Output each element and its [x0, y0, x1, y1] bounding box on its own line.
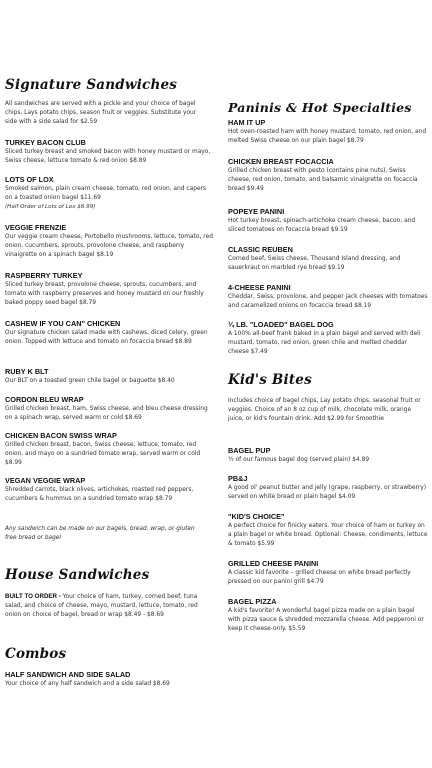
menu-item-description: Smoked salmon, plain cream cheese, tomato, red onion, and capers on a toasted onion bagel $11.69: [5, 186, 207, 201]
menu-item-name: BAGEL PUP: [228, 446, 271, 455]
menu-item-description: Your choice of any half sandwich and a side salad $8.69: [5, 681, 170, 687]
menu-item-name: BAGEL PIZZA: [228, 597, 277, 606]
menu-item-description: Our veggie cream cheese, Portobello mushrooms, lettuce, tomato, red onion, cucumbers, sprouts, provolone cheese, and raspberry vinaigrette on a spinach bagel $8.19: [5, 234, 213, 258]
menu-item-description: A kid's favorite! A wonderful bagel pizza made on a plain bagel with pizza sauce & shredded mozzarella cheese. Add pepperoni or keep it cheese-only. $5.59: [228, 608, 424, 632]
menu-item-name: POPEYE PANINI: [228, 207, 285, 216]
menu-item-description: Grilled chicken breast with pesto (contains pine nuts), Swiss cheese, red onion, tomato, and balsamic vinaigrette on focaccia bread $9.49: [228, 168, 418, 192]
menu-item-description: Shredded carrots, black olives, artichokes, roasted red peppers, cucumbers & hummus on a sundried tomato wrap $8.79: [5, 487, 194, 502]
menu-item-name: RASPBERRY TURKEY: [5, 271, 83, 280]
menu-item-name: CHICKEN BREAST FOCACCIA: [228, 157, 334, 166]
menu-item-description: Our BLT on a toasted green chile bagel or baguette $8.40: [5, 378, 175, 384]
menu-item-description: Sliced turkey breast, provolone cheese, sprouts, cucumbers, and tomato with raspberry preserves and honey mustard on our freshly baked poppy seed bagel $8.79: [5, 282, 204, 306]
menu-item-name: BUILT TO ORDER -: [5, 593, 61, 600]
menu-item: [5, 138, 215, 166]
menu-item: [5, 175, 215, 212]
menu-item: [228, 118, 428, 146]
menu-item-name: VEGGIE FRENZIE: [5, 223, 67, 232]
menu-item-description: Hot turkey breast, spinach-artichoke cream cheese, bacon, and sliced tomatoes on focaccia bread $9.19: [228, 218, 416, 233]
signature-sandwiches-title: Signature Sandwiches: [5, 77, 178, 93]
menu-item-name: 4-CHEESE PANINI: [228, 283, 291, 292]
menu-item: [228, 512, 428, 549]
half-order-note: (Half Order of Lots of Lox $6.99): [5, 204, 96, 210]
house-sandwiches-title: House Sandwiches: [5, 567, 150, 583]
menu-item: [5, 367, 215, 386]
menu-item: [228, 446, 428, 465]
menu-item-description: Grilled chicken breast, ham, Swiss cheese, and bleu cheese dressing on a spinach wrap, served warm or cold $8.69: [5, 406, 208, 421]
menu-item-description: BUILT TO ORDER - Your choice of ham, turkey, corned beef, tuna salad, and choice of cheese, mayo, mustard, lettuce, tomato, red onion on choice of bagel, bread or wrap $8.49 - $8.69: [5, 593, 198, 618]
menu-item-name: VEGAN VEGGIE WRAP: [5, 476, 86, 485]
menu-item: [228, 320, 428, 357]
menu-item-description: A 100% all-beef frank baked in a plain bagel and served with deli mustard, tomato, red onion, green chile and melted cheddar cheese $7.49: [228, 331, 421, 355]
menu-item-description: Our signature chicken salad made with cashews, diced celery, green onion. Topped with lettuce and tomato on focaccia bread $8.89: [5, 330, 208, 345]
menu-item: [228, 283, 428, 311]
menu-item-description: ½ of our famous bagel dog (served plain) $4.89: [228, 457, 370, 463]
menu-item: [228, 207, 428, 235]
menu-item: [228, 559, 428, 587]
menu-item-description: Grilled chicken breast, bacon, Swiss cheese, lettuce, tomato, red onion, and mayo on a sundried tomato wrap, served warm or cold $8.99: [5, 442, 201, 466]
paninis-title: Paninis & Hot Specialties: [228, 100, 412, 115]
menu-item-name: CASHEW IF YOU CAN" CHICKEN: [5, 319, 121, 328]
menu-item: [5, 476, 215, 504]
signature-intro: All sandwiches are served with a pickle and your choice of bagel chips, Lays potato chips, season fruit or veggies. Substitute your side with a side salad for $2.59: [5, 101, 197, 125]
kids-bites-title: Kid's Bites: [228, 372, 312, 388]
combos-title: Combos: [5, 646, 67, 662]
menu-item-name: CHICKEN BACON SWISS WRAP: [5, 431, 117, 440]
menu-item: [5, 271, 215, 308]
menu-item: [228, 157, 428, 194]
menu-item: [5, 431, 215, 468]
menu-item-name: HALF SANDWICH AND SIDE SALAD: [5, 670, 131, 679]
menu-item: [5, 670, 215, 689]
menu-item-name: CORDON BLEU WRAP: [5, 395, 84, 404]
kids-intro: Includes choice of bagel chips, Lay potato chips, seasonal fruit or veggies. Choice of an 8 oz cup of milk, chocolate milk, orange juice, or kid's fountain drink. Add $2.99 for Smoothie: [228, 398, 421, 422]
menu-item: [5, 592, 210, 620]
menu-item: [5, 319, 215, 347]
menu-item: [5, 395, 215, 423]
substitution-footnote: Any sandwich can be made on our bagels, bread, wrap, or gluten free bread or bagel: [5, 526, 195, 541]
menu-item-name: RUBY K BLT: [5, 367, 49, 376]
menu-item-description: Cheddar, Swiss, provolone, and pepper jack cheeses with tomatoes and caramelized onions on focaccia bread $8.19: [228, 294, 428, 309]
menu-item-description: A good ol' peanut butter and jelly (grape, raspberry, or strawberry) served on white bread or plain bagel $4.09: [228, 485, 427, 500]
menu-item-name: HAM IT UP: [228, 118, 266, 127]
menu-item-description: Hot oven-roasted ham with honey mustard, tomato, red onion, and melted Swiss cheese on our plain bagel $8.79: [228, 129, 427, 144]
menu-item: [228, 474, 428, 502]
menu-item: [228, 245, 428, 273]
menu-item-name: TURKEY BACON CLUB: [5, 138, 86, 147]
menu-item-description: Sliced turkey breast and smoked bacon with honey mustard or mayo, Swiss cheese, lettuce tomato & red onion $8.89: [5, 149, 211, 164]
menu-item-name: GRILLED CHEESE PANINI: [228, 559, 319, 568]
menu-item: [5, 223, 215, 260]
menu-item-name: "KID'S CHOICE": [228, 512, 285, 521]
menu-item-description: Corned beef, Swiss cheese, Thousand Island dressing, and sauerkraut on marbled rye bread $9.19: [228, 256, 401, 271]
menu-item-name: PB&J: [228, 474, 248, 483]
menu-item-name: LOTS OF LOX: [5, 175, 54, 184]
menu-item: [228, 597, 428, 634]
menu-item-name: CLASSIC REUBEN: [228, 245, 293, 254]
menu-item-description: A perfect choice for finicky eaters. Your choice of ham or turkey on a plain bagel or white bread. Optional: Cheese, condiments, lettuce & tomato $5.99: [228, 523, 428, 547]
menu-item-name: ¼ LB. "LOADED" BAGEL DOG: [228, 320, 334, 329]
menu-item-description: A classic kid favorite – grilled cheese on white bread perfectly pressed on our panini grill $4.79: [228, 570, 411, 585]
